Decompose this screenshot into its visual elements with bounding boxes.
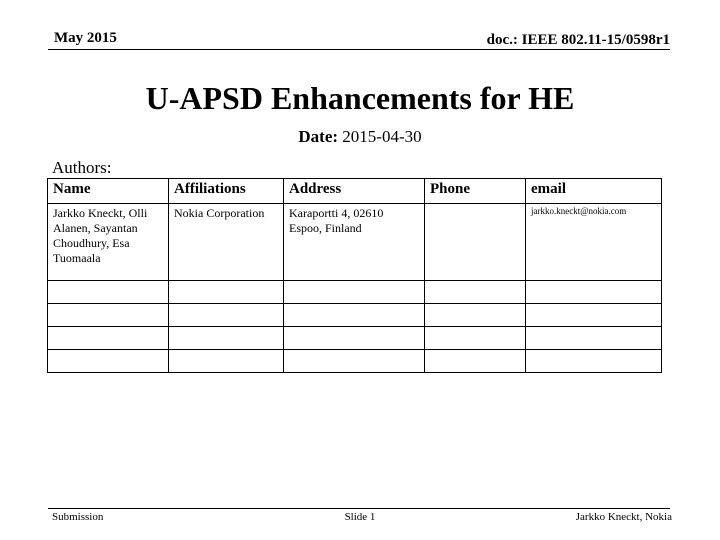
- header-date: May 2015: [54, 30, 117, 46]
- slide-title: U-APSD Enhancements for HE: [145, 80, 575, 116]
- footer-divider: [48, 508, 670, 509]
- table-header-row: [48, 179, 662, 204]
- header-phone: Phone: [425, 179, 526, 204]
- cell-name: [48, 281, 169, 304]
- date-value: 2015-04-30: [342, 127, 422, 146]
- table-row: [48, 304, 662, 327]
- cell-affiliation: [169, 327, 284, 350]
- header-email: email: [526, 179, 662, 204]
- footer-submission: Submission: [52, 511, 104, 523]
- cell-name: [48, 304, 169, 327]
- cell-email: [526, 350, 662, 373]
- cell-phone: [425, 350, 526, 373]
- cell-phone: [425, 304, 526, 327]
- table-row: [48, 204, 662, 281]
- footer-slide-number: Slide 1: [344, 511, 376, 523]
- cell-phone: [425, 281, 526, 304]
- cell-phone: [425, 204, 526, 281]
- cell-address: [284, 281, 425, 304]
- cell-affiliation: [169, 350, 284, 373]
- table-row: [48, 281, 662, 304]
- date-label: Date:: [298, 127, 339, 146]
- table-row: [48, 350, 662, 373]
- cell-phone: [425, 327, 526, 350]
- header-address: Address: [284, 179, 425, 204]
- table-row: [48, 327, 662, 350]
- header-divider: [48, 49, 670, 50]
- cell-address: [284, 304, 425, 327]
- cell-address: [284, 350, 425, 373]
- cell-affiliation: [169, 304, 284, 327]
- header-name: Name: [48, 179, 169, 204]
- cell-address: Karaportti 4, 02610 Espoo, Finland: [284, 204, 425, 281]
- cell-name: [48, 350, 169, 373]
- cell-affiliation: Nokia Corporation: [169, 204, 284, 281]
- authors-table: [47, 178, 662, 373]
- cell-name: [48, 327, 169, 350]
- cell-email: [526, 327, 662, 350]
- cell-email: jarkko.kneckt@nokia.com: [526, 204, 662, 281]
- footer-author: Jarkko Kneckt, Nokia: [575, 511, 672, 523]
- authors-label: Authors:: [52, 158, 112, 177]
- cell-email: [526, 304, 662, 327]
- header-doc-id: doc.: IEEE 802.11-15/0598r1: [486, 32, 670, 48]
- cell-address: [284, 327, 425, 350]
- header-affiliations: Affiliations: [169, 179, 284, 204]
- cell-name: Jarkko Kneckt, Olli Alanen, Sayantan Choudhury, Esa Tuomaala: [48, 204, 169, 281]
- date-line: [0, 127, 720, 147]
- cell-affiliation: [169, 281, 284, 304]
- cell-email: [526, 281, 662, 304]
